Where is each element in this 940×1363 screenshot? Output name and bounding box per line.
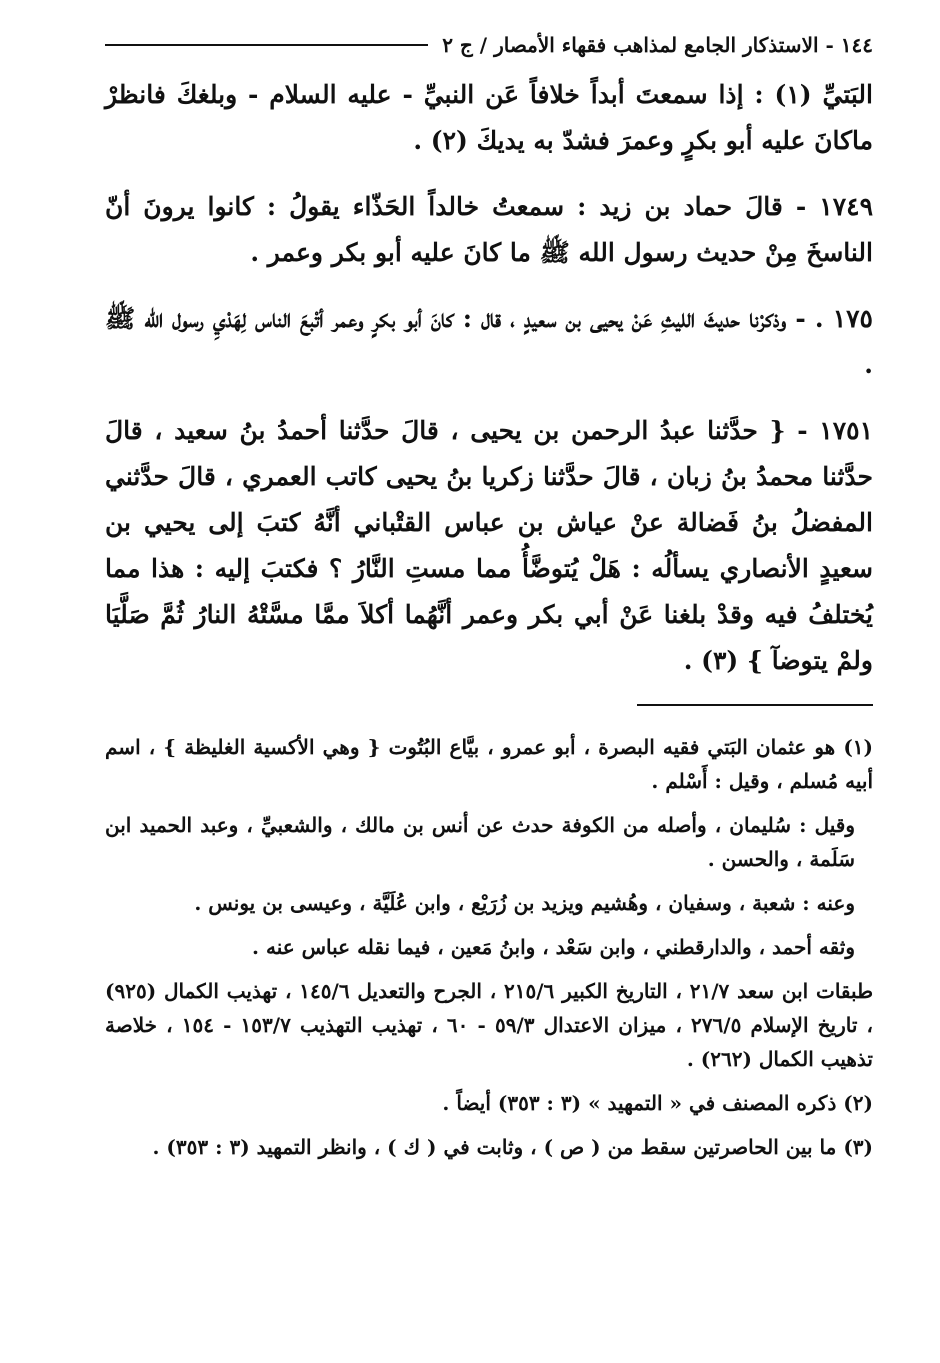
- footnote-3: (٣) ما بين الحاصرتين سقط من ( ص ) ، وثابت في ( ك ) ، وانظر التمهيد (٣ : ٣٥٣) .: [152, 1135, 873, 1159]
- footnote-1: (١) هو عثمان البَتي فقيه البصرة ، أبو عمرو ، بيَّاع البُتُوت { وهي الأكسية الغليظة } ، اسم أبيه مُسلم ، وقيل : أَسْلم .: [105, 735, 874, 793]
- paragraph-1749: ١٧٤٩ - قالَ حماد بن زيد : سمعتُ خالداً الحَذّاء يقولُ : كانوا يرونَ أنّ الناسخَ مِنْ حديث رسول الله ﷺ ما كانَ عليه أبو بكر وعمر .: [105, 192, 873, 267]
- header-title: ١٤٤ - الاستذكار الجامع لمذاهب فقهاء الأمصار / ج ٢: [442, 33, 873, 57]
- main-text: [105, 72, 873, 684]
- header-rule: [105, 44, 428, 46]
- footnote-2: (٢) ذكره المصنف في « التمهيد » (٣ : ٣٥٣) أيضاً .: [442, 1091, 873, 1115]
- footnote-1-cont-b: وعنه : شعبة ، وسفيان ، وهُشيم ويزيد بن زُرَيْع ، وابن عُلَيَّة ، وعيسى بن يونس .: [194, 891, 855, 915]
- footnotes: [105, 730, 873, 1164]
- paragraph-1750: ١٧٥ . - وذكرْنا حديثَ الليثِ عَنْ يحيى بن سعيدٍ ، قال : كانَ أبو بكرٍ وعمر أتْبعَ الناس لِهَدْيِ رسول الله ﷺ .: [105, 304, 873, 379]
- paragraph-intro: البَتيِّ (١) : إذا سمعتَ أبداً خلافاً عَن النبيِّ - عليه السلام - وبلغكَ فانظرْ ماكانَ عليه أبو بكرٍ وعمرَ فشدّ به يديكَ (٢) .: [105, 80, 873, 155]
- footnote-1-cont-c: وثقه أحمد ، والدارقطني ، وابن سَعْد ، وابنُ مَعين ، فيما نقله عباس عنه .: [252, 935, 855, 959]
- book-page: [105, 28, 873, 1174]
- footnote-separator: [637, 704, 873, 706]
- running-header: [105, 28, 873, 62]
- footnote-1-cont-a: وقيل : سُليمان ، وأصله من الكوفة حدث عن أنس بن مالك ، والشعبيِّ ، وعبد الحميد ابن سَلَمة ، والحسن .: [105, 813, 855, 871]
- paragraph-1751: ١٧٥١ - { حدَّثنا عبدُ الرحمن بن يحيى ، قالَ حدَّثنا أحمدُ بنُ سعيد ، قالَ حدَّثنا محمدُ بنُ زبان ، قالَ حدَّثنا زكريا بنُ يحيى كاتب العمري ، قالَ حدَّثني المفضلُ بنُ فَضالة عنْ عياش بن عباس القتْباني أنَّهُ كتبَ إلى يحيي بن سعيدٍ الأنصاري يسألُه : هَلْ يُتوضَّأُ مما مستِ النَّارُ ؟ فكتبَ إليه : هذا مما يُختلفُ فيه وقدْ بلغنا عَنْ أبي بكر وعمر أنَّهُما أكلاَ ممَّا مسَّتْهُ النارُ ثُمَّ صَلَّيَا ولمْ يتوضآ } (٣) .: [105, 416, 873, 675]
- footnote-1-sources: طبقات ابن سعد ٢١/٧ ، التاريخ الكبير ٢١٥/٦ ، الجرح والتعديل ١٤٥/٦ ، تهذيب الكمال (٩٢٥) ، تاريخ الإسلام ٢٧٦/٥ ، ميزان الاعتدال ٥٩/٣ - ٦٠ ، تهذيب التهذيب ١٥٣/٧ - ١٥٤ ، خلاصة تذهيب الكمال (٢٦٢) .: [105, 979, 874, 1071]
